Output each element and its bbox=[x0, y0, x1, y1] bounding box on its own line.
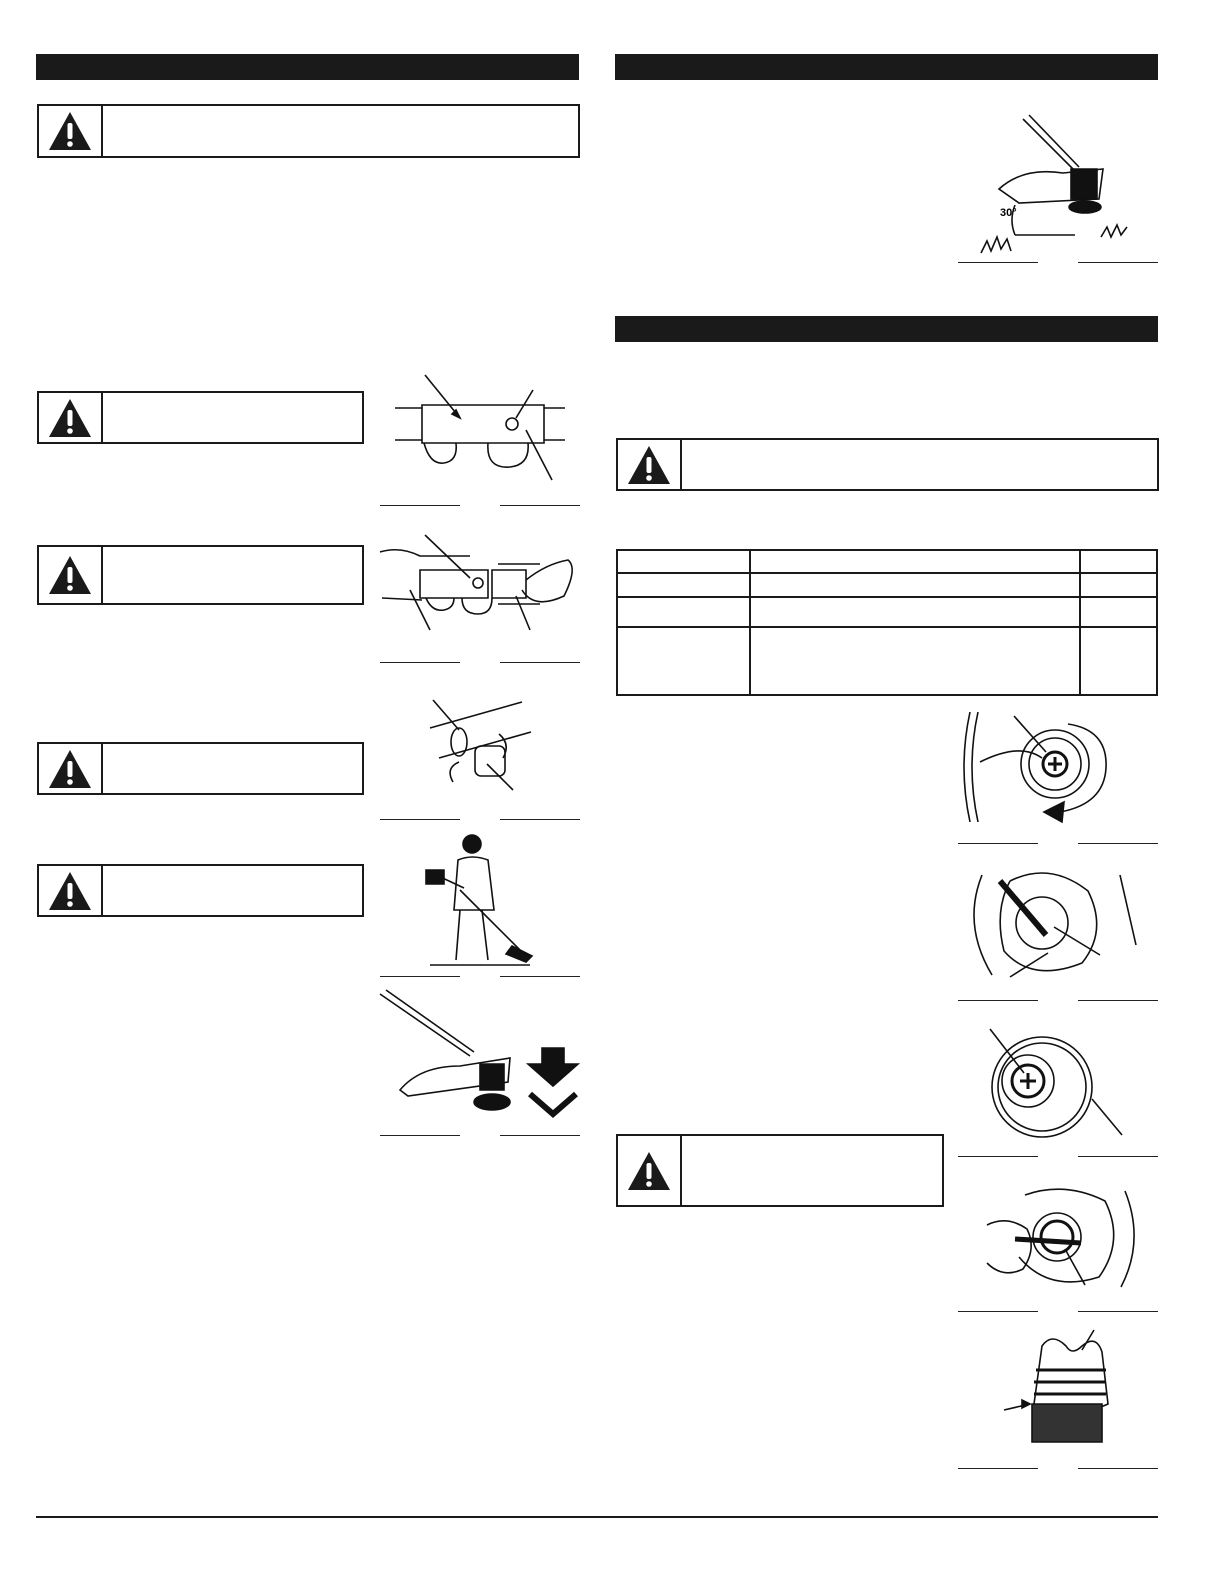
figure-caption-rule bbox=[1078, 843, 1158, 844]
angle-label: 30° bbox=[1000, 207, 1017, 219]
figure-caption-rule bbox=[500, 976, 580, 977]
warning-box-left-3 bbox=[37, 742, 364, 795]
figure-caption-rule bbox=[1078, 1468, 1158, 1469]
figure-caption-rule bbox=[380, 662, 460, 663]
warning-triangle-icon bbox=[39, 744, 103, 793]
figure-caption-rule bbox=[500, 1135, 580, 1136]
figure-handle-button bbox=[390, 370, 580, 485]
figure-operator-trimming bbox=[420, 830, 540, 970]
figure-caption-rule bbox=[1078, 1156, 1158, 1157]
warning-box-right-2 bbox=[616, 1134, 944, 1207]
warning-triangle-icon bbox=[39, 393, 103, 442]
figure-cutting-angle bbox=[975, 115, 1145, 255]
figure-head-assembly bbox=[980, 1025, 1130, 1140]
figure-caption-rule bbox=[1078, 1311, 1158, 1312]
warning-box-right-1 bbox=[616, 438, 1159, 491]
figure-caption-rule bbox=[1078, 262, 1158, 263]
warning-triangle-icon bbox=[618, 440, 682, 489]
section-header-bar-right-maint bbox=[615, 316, 1158, 342]
figure-hand-tool-spool bbox=[985, 1185, 1145, 1290]
figure-caption-rule bbox=[380, 976, 460, 977]
figure-bump-knob bbox=[1000, 1330, 1130, 1445]
figure-caption-rule bbox=[380, 1135, 460, 1136]
figure-bump-head-down bbox=[380, 990, 580, 1120]
figure-caption-rule bbox=[958, 1156, 1038, 1157]
figure-hands-release bbox=[380, 530, 580, 635]
figure-caption-rule bbox=[380, 819, 460, 820]
figure-caption-rule bbox=[1078, 1000, 1158, 1001]
figure-caption-rule bbox=[958, 1468, 1038, 1469]
figure-spool-screwdriver bbox=[970, 865, 1150, 980]
section-header-bar-left bbox=[36, 54, 579, 80]
warning-box-left-1 bbox=[37, 391, 364, 444]
figure-caption-rule bbox=[500, 505, 580, 506]
warning-triangle-icon bbox=[39, 866, 103, 915]
section-header-bar-right-top bbox=[615, 54, 1158, 80]
figure-caption-rule bbox=[380, 505, 460, 506]
figure-caption-rule bbox=[958, 1000, 1038, 1001]
warning-box-top-left bbox=[37, 104, 580, 158]
warning-box-left-4 bbox=[37, 864, 364, 917]
figure-caption-rule bbox=[500, 662, 580, 663]
figure-spool-rotate bbox=[960, 712, 1140, 822]
figure-caption-rule bbox=[958, 1311, 1038, 1312]
figure-caption-rule bbox=[958, 262, 1038, 263]
figure-shaft-clamp bbox=[425, 690, 535, 800]
maintenance-schedule-table bbox=[616, 549, 1158, 696]
figure-caption-rule bbox=[500, 819, 580, 820]
warning-triangle-icon bbox=[39, 547, 103, 603]
page-footer-rule bbox=[36, 1516, 1158, 1518]
figure-caption-rule bbox=[958, 843, 1038, 844]
warning-triangle-icon bbox=[618, 1136, 682, 1205]
warning-box-left-2 bbox=[37, 545, 364, 605]
warning-triangle-icon bbox=[39, 106, 103, 156]
